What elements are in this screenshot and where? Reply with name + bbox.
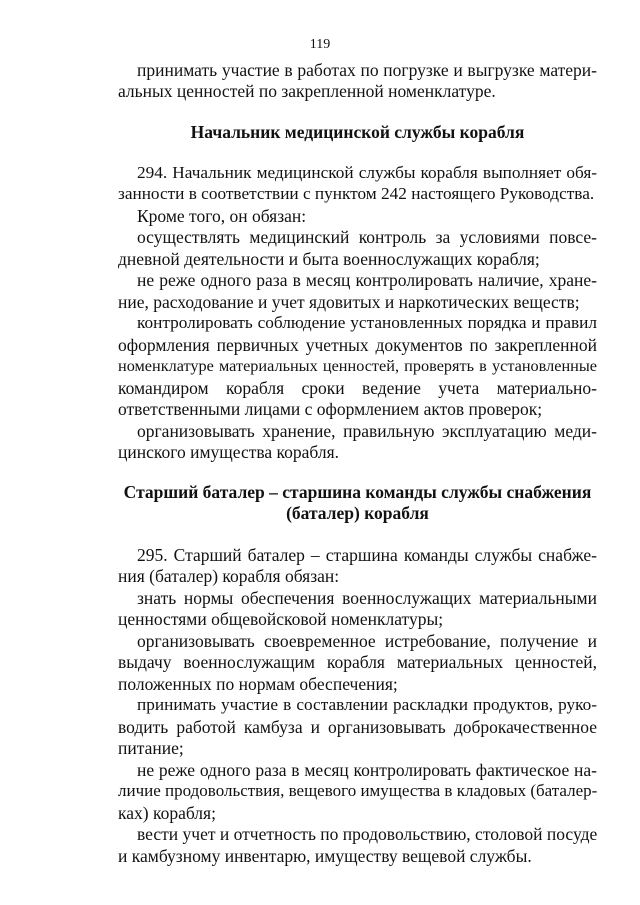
text-line: организовывать своевременное истребование, получение и <box>137 631 597 651</box>
text-line: 294. Начальник медицинской службы корабля выполняет обя- <box>137 163 597 182</box>
text-line: 295. Старший баталер – старшина команды службы снабже- <box>137 545 597 565</box>
text-line: дневной деятельности и быта военнослужащих корабля; <box>118 249 540 269</box>
text-line: не реже одного раза в месяц контролировать фактическое на- <box>137 760 597 780</box>
text-line: принимать участие в работах по погрузке и выгрузке матери- <box>137 60 597 80</box>
section-heading: (баталер) корабля <box>286 503 429 523</box>
text-line: оформления первичных учетных документов по закрепленной <box>118 335 597 355</box>
text-line: не реже одного раза в месяц контролировать наличие, хране- <box>137 270 597 290</box>
text-line: водить работой камбуза и организовывать доброкачественное <box>118 717 597 737</box>
page-number: 119 <box>309 37 331 52</box>
text-line: командиром корабля сроки ведение учета материально- <box>118 378 597 398</box>
text-line: питание; <box>118 738 184 758</box>
text-line: ния (баталер) корабля обязан: <box>118 566 340 586</box>
text-line: выдачу военнослужащим корабля материальных ценностей, <box>118 652 597 672</box>
text-line: ние, расходование и учет ядовитых и наркотических веществ; <box>118 292 580 312</box>
text-line: номенклатуре материальных ценностей, проверять в установленные <box>118 357 597 375</box>
text-line: цинского имущества корабля. <box>118 442 340 462</box>
text-line: знать нормы обеспечения военнослужащих материальными <box>137 588 597 608</box>
text-line: занности в соответствии с пунктом 242 настоящего Руководства. <box>118 184 595 203</box>
text-line: ответственными лицами с оформлением актов проверок; <box>118 399 543 419</box>
text-line: осуществлять медицинский контроль за условиями повсе- <box>137 227 597 247</box>
text-line: вести учет и отчетность по продовольствию, столовой посуде <box>137 824 598 844</box>
text-line: контролировать соблюдение установленных порядка и правил <box>137 313 597 332</box>
text-line: альных ценностей по закрепленной номенклатуре. <box>118 81 496 101</box>
text-line: принимать участие в составлении раскладки продуктов, руко- <box>137 695 597 714</box>
text-line: личие продовольствия, вещевого имущества в кладовых (баталер- <box>118 781 598 800</box>
text-line: ках) корабля; <box>118 803 216 823</box>
text-line: положенных по нормам обеспечения; <box>118 674 398 694</box>
text-line: организовывать хранение, правильную эксплуатацию меди- <box>137 421 597 441</box>
section-heading: Начальник медицинской службы корабля <box>190 122 525 142</box>
section-heading: Старший баталер – старшина команды службы снабжения <box>123 482 592 502</box>
text-line: и камбузному инвентарю, имуществу вещевой службы. <box>118 846 532 866</box>
text-line: ценностями общевойсковой номенклатуры; <box>118 609 444 629</box>
text-line: Кроме того, он обязан: <box>137 206 307 226</box>
